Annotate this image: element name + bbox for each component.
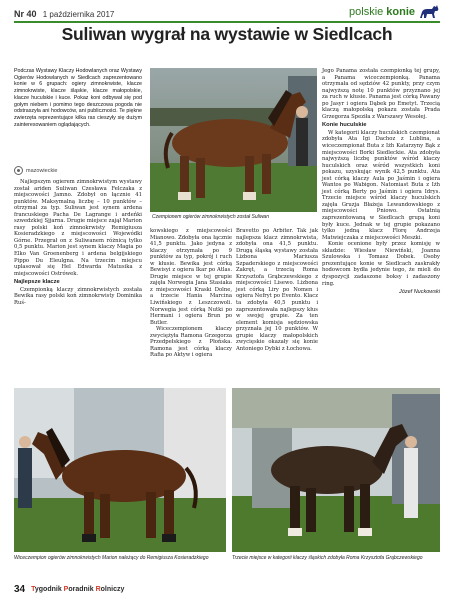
header-rule (14, 21, 440, 23)
issue-date: 1 października 2017 (42, 10, 115, 19)
paragraph: Konie ocenione były przez komisję w składzie: Wiesław Niewiński, Joanna Szulowska i Tomasz Dobek. Osoby prezentujące konie w Siedlcach zaskrakły hodowcom bydła jedynie tego, że mieli do dyspozycji zadaszone boksy i zadaszony ring. (322, 241, 440, 287)
paragraph: Jego Panama została czempionką tej grupy, a Panama wiceczempionką. Panama otrzymała od sędziów 42 punkty, przy czym najwyższą notę 10 punktów przyznano jej za ruch w kłusie. Panama jest córką Pawany po Jasyr i ogiera Dąbek po Emetyt. Trzecią klaczą małopolską pokazu została Prada Grzegorza Speziła z Warszawy Wesołej. (322, 68, 440, 120)
article-title: Suliwan wygrał na wystawie w Siedlcach (61, 24, 393, 44)
photo-roma (232, 388, 440, 552)
caption-photo-1: Czempionem ogierów zimnokrwistych został Suliwan (152, 214, 269, 220)
region-link[interactable] (14, 166, 57, 175)
section-heading: Najlepsze klacze (14, 279, 60, 286)
horse-photo-3 (232, 388, 440, 552)
article-lead: Podczas Wystawy Klaczy Hodowlanych oraz Wystawy Ogierów Hodowlanych w Siedlcach zaprezentowano konie w 6 grupach: ogiery zimnokrwiste, klacze zimnokrwiste, klacze śląskie, klacze małopolskie, klacze huculskie i kuce. Pokaz koni odbywał się pod gołym niebem i pomimo tego deszczowa pogoda nie odstraszyła ani hodowców, ani publiczności. Te piękne zwierzęta reprezentujące kilka ras cieszyły się dużym zainteresowaniem oglądających. (14, 68, 142, 128)
section-heading: Konie huculskie (322, 122, 367, 129)
brand-letter: T (31, 586, 35, 593)
author-signature: Józef Nuckowski (399, 289, 440, 296)
brand-letter: P (63, 586, 69, 593)
caption-photo-2: Wiceczempion ogierów zimnokrwistych Marion należący do Remigiusza Kosieradzkiego (14, 555, 209, 561)
text-column-3 (236, 228, 318, 352)
paragraph: kowskiego z miejscowości Mianowo. Zdobyła ona łącznie 41,5 punktu. Jako jedyna z klaczy otrzymała po 9 punktów za typ, pokrój i ruch w kłusie. Bewika jest córką Bewisyi z ogiera Ikar po Atlas. Drugie miejsce w tej grupie zajęła Norwegia Jana Stasiaka z miejscowości Kraski Dolne, a trzecie Hania Marcina Liwińskiego z Leszczowoli. Norwegia jest córką Nutki po Hermani i ogiera Brun po Butler. (150, 228, 232, 326)
brand-letter: R (95, 586, 101, 593)
section-word-2: konie (386, 6, 415, 18)
location-icon (14, 166, 23, 175)
paragraph: Najlepszym ogierem zimnokrwistym wystawy został ariden Suliwan Czesława Felczaka z miejscowości Jamno. Zdobył on łącznie 41 punktów. Maksymalną liczbę – 10 punktów – otrzymał za typ. Suliwan jest synem ardena francuskiego Pacha De Lagrange i ardeńki szwedzkiej Sjjarna. Drugie miejsce zajął Marion rasy polski koń zimnokrwisty Remigiusza Kosieradzkiego z miejscowości Wojewódki Górne. Przegrał on z Suliwanem różnicą tylko 0,5 punktu. Marion jest synem klaczy Magia po Elko Van Groenenberg i ardena belgijskiego Pippo Du Eleulgna. Na trzecim miejscu uplasował się Hel Edwarda Matusika z miejscowości Ostrówek. (14, 179, 142, 277)
horse-photo-1 (150, 68, 317, 212)
paragraph: Czempionką klaczy zimnokrwistych została Bewika rasy polski koń zimnokrwisty Dominika Ruś- (14, 286, 142, 306)
page-footer (14, 584, 124, 595)
issue-number: Nr 40 (14, 9, 37, 19)
brand-part: ygodnik (34, 586, 64, 593)
section-word-1: polskie (349, 6, 384, 18)
paragraph: W kategorii klaczy huculskich czempionat zdobyła Ata Igi Dachoz z Lublina, a wiceczempionat Buta z Iżh Katarzyny Bąk z miejscowości Borki Siedleckie. Ata zdobyła najwyższą liczbę punktów wśród klaczy huculskich oraz wśród wszystkich koni pokazu, uzyskując wynik 42,5 punktu. Ata jest córką klaczy Aula po Jaśmin i ogiera Wantos po Wabigon. Natomiast Buta z Iżh jest córką Berty po Jaśmin i ogiera Idrys. Trzecie miejsce wśród klaczy huculskich zajęła Gruzja Błażeja Lewandowskiego z miejscowości Pniowo. Ostatnią zaprezentowaną w Siedlcach grupą koni były kuce. Jednak w tej grupie pokazano tylko jedną klacz Florę Andrzeja Matwiejczaka z miejscowości Meszki. (322, 129, 440, 241)
issue-header (14, 9, 114, 19)
paragraph: Bravetto po Arbiter. Tak jak najlepsza klacz zimnokrwista, zdobyła ona 41,5 punktu. Drugą śląską wystawy została Lizbona Mariusza Szpaderskiego z miejscowości Zakręt, a trzecią Roma Krzysztofa Grąbczewskiego z miejscowości Lisewo. Lizbona jest córką Liry po Nomen i ogiera Nefryt po Evento. Klacz ta zdobyła 40,5 punktu i zaprezentowała najlepszy kłus w swojej grupie. Za ten element komisja sędziowska przyznała jej 10 punktów. W grupie klaczy małopolskich zwycięskie okazały się konie Antoniego Dybki z Łochowa. (236, 228, 318, 352)
photo-marion (14, 388, 226, 552)
publication-brand (31, 586, 124, 593)
photo-suliwan (150, 68, 317, 212)
horse-logo-icon (418, 4, 440, 20)
section-brand (349, 4, 440, 20)
caption-photo-3: Trzecie miejsce w kategorii klaczy śląskich zdobyła Roma Krzysztofa Grąbczewskiego (232, 555, 423, 561)
page-number: 34 (14, 584, 26, 595)
horse-photo-2 (14, 388, 226, 552)
text-column-2 (150, 228, 232, 359)
brand-part: olniczy (100, 586, 125, 593)
text-column-1 (14, 179, 142, 306)
paragraph: Wiceczempionem klaczy zwyciężyła Ramona Grzegorza Przedpełskiego z Płońska. Ramona jest córką klaczy Rafia po Aktyw i ogiera (150, 326, 232, 359)
region-label: mazowieckie (26, 167, 58, 174)
brand-part: oradnik (68, 586, 96, 593)
text-column-4 (322, 68, 440, 296)
